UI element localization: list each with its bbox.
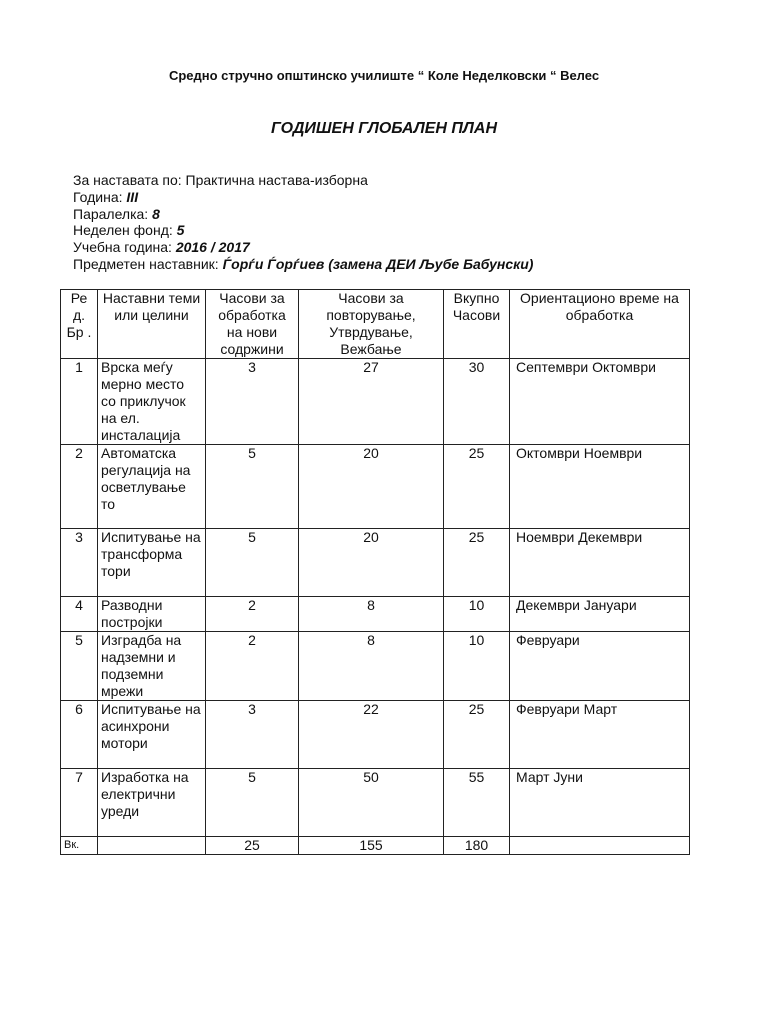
totals-repetition: 155 (299, 837, 444, 855)
row-total: 10 (444, 597, 510, 632)
row-time: Ноември Декември (510, 529, 690, 597)
row-time: Февруари (510, 632, 690, 701)
row-topic: Изградба на надземни и подземни мрежи (98, 632, 206, 701)
header-no: Ре д. Бр . (61, 290, 98, 359)
row-repetition: 22 (299, 701, 444, 769)
row-total: 25 (444, 445, 510, 529)
totals-label: Вк. (61, 837, 98, 855)
weekly-line (73, 222, 533, 239)
table-row (61, 701, 690, 769)
row-no: 1 (61, 359, 98, 445)
row-time: Февруари Март (510, 701, 690, 769)
document-title: ГОДИШЕН ГЛОБАЛЕН ПЛАН (270, 120, 498, 137)
school-year-line (73, 239, 533, 256)
row-topic: Врска меѓу мерно место со приклучок на ел. инсталација (98, 359, 206, 445)
row-time: Октомври Ноември (510, 445, 690, 529)
row-new: 5 (206, 445, 299, 529)
plan-table (60, 289, 690, 855)
weekly-value: 5 (176, 222, 185, 239)
weekly-label: Неделен фонд: (73, 222, 173, 239)
table-row (61, 359, 690, 445)
row-total: 25 (444, 529, 510, 597)
row-repetition: 50 (299, 769, 444, 837)
teacher-line (73, 256, 533, 273)
row-topic: Разводни постројки (98, 597, 206, 632)
row-repetition: 20 (299, 529, 444, 597)
table-header-row (61, 290, 690, 359)
row-total: 10 (444, 632, 510, 701)
subject-line (73, 172, 533, 189)
teacher-label: Предметен наставник: (73, 255, 219, 272)
row-repetition: 20 (299, 445, 444, 529)
row-new: 3 (206, 359, 299, 445)
row-time: Декември Јануари (510, 597, 690, 632)
subject-label: За наставата по: (73, 172, 182, 188)
header-repetition: Часови за повторување, Утврдување, Вежбање (299, 290, 444, 359)
row-repetition: 27 (299, 359, 444, 445)
row-new: 5 (206, 529, 299, 597)
totals-topic-empty (98, 837, 206, 855)
row-time: Март Јуни (510, 769, 690, 837)
row-topic: Автоматска регулација на осветлување то (98, 445, 206, 529)
totals-new: 25 (206, 837, 299, 855)
totals-time-empty (510, 837, 690, 855)
row-new: 5 (206, 769, 299, 837)
row-total: 25 (444, 701, 510, 769)
totals-total: 180 (444, 837, 510, 855)
row-time: Септември Октомври (510, 359, 690, 445)
row-no: 5 (61, 632, 98, 701)
row-no: 7 (61, 769, 98, 837)
row-new: 2 (206, 632, 299, 701)
row-topic: Испитување на трансформа тори (98, 529, 206, 597)
table-row (61, 769, 690, 837)
year-label: Година: (73, 188, 123, 205)
school-year-value: 2016 / 2017 (175, 239, 250, 256)
header-new: Часови за обработка на нови содржини (206, 290, 299, 359)
class-line (73, 206, 533, 223)
class-value: 8 (152, 205, 160, 222)
header-total: Вкупно Часови (444, 290, 510, 359)
header-time: Ориентационо време на обработка (510, 290, 690, 359)
row-total: 55 (444, 769, 510, 837)
table-row (61, 597, 690, 632)
row-no: 3 (61, 529, 98, 597)
table-row (61, 632, 690, 701)
row-topic: Изработка на електрични уреди (98, 769, 206, 837)
subject-value: Практична настава-изборна (185, 172, 368, 188)
row-repetition: 8 (299, 597, 444, 632)
row-no: 2 (61, 445, 98, 529)
school-year-label: Учебна година: (73, 239, 172, 256)
year-line (73, 189, 533, 206)
row-new: 3 (206, 701, 299, 769)
row-total: 30 (444, 359, 510, 445)
row-topic: Испитување на асинхрони мотори (98, 701, 206, 769)
row-no: 4 (61, 597, 98, 632)
header-topic: Наставни теми или целини (98, 290, 206, 359)
row-no: 6 (61, 701, 98, 769)
table-row (61, 529, 690, 597)
row-repetition: 8 (299, 632, 444, 701)
plan-info (73, 172, 533, 273)
teacher-value: Ѓорѓи Ѓорѓиев (замена ДЕИ Љубе Бабунски) (222, 255, 534, 272)
row-new: 2 (206, 597, 299, 632)
totals-row (61, 837, 690, 855)
table-row (61, 445, 690, 529)
year-value: III (126, 188, 139, 205)
class-label: Паралелка: (73, 205, 149, 222)
school-name: Средно стручно општинско училиште “ Коле Неделковски “ Велес (168, 68, 600, 83)
